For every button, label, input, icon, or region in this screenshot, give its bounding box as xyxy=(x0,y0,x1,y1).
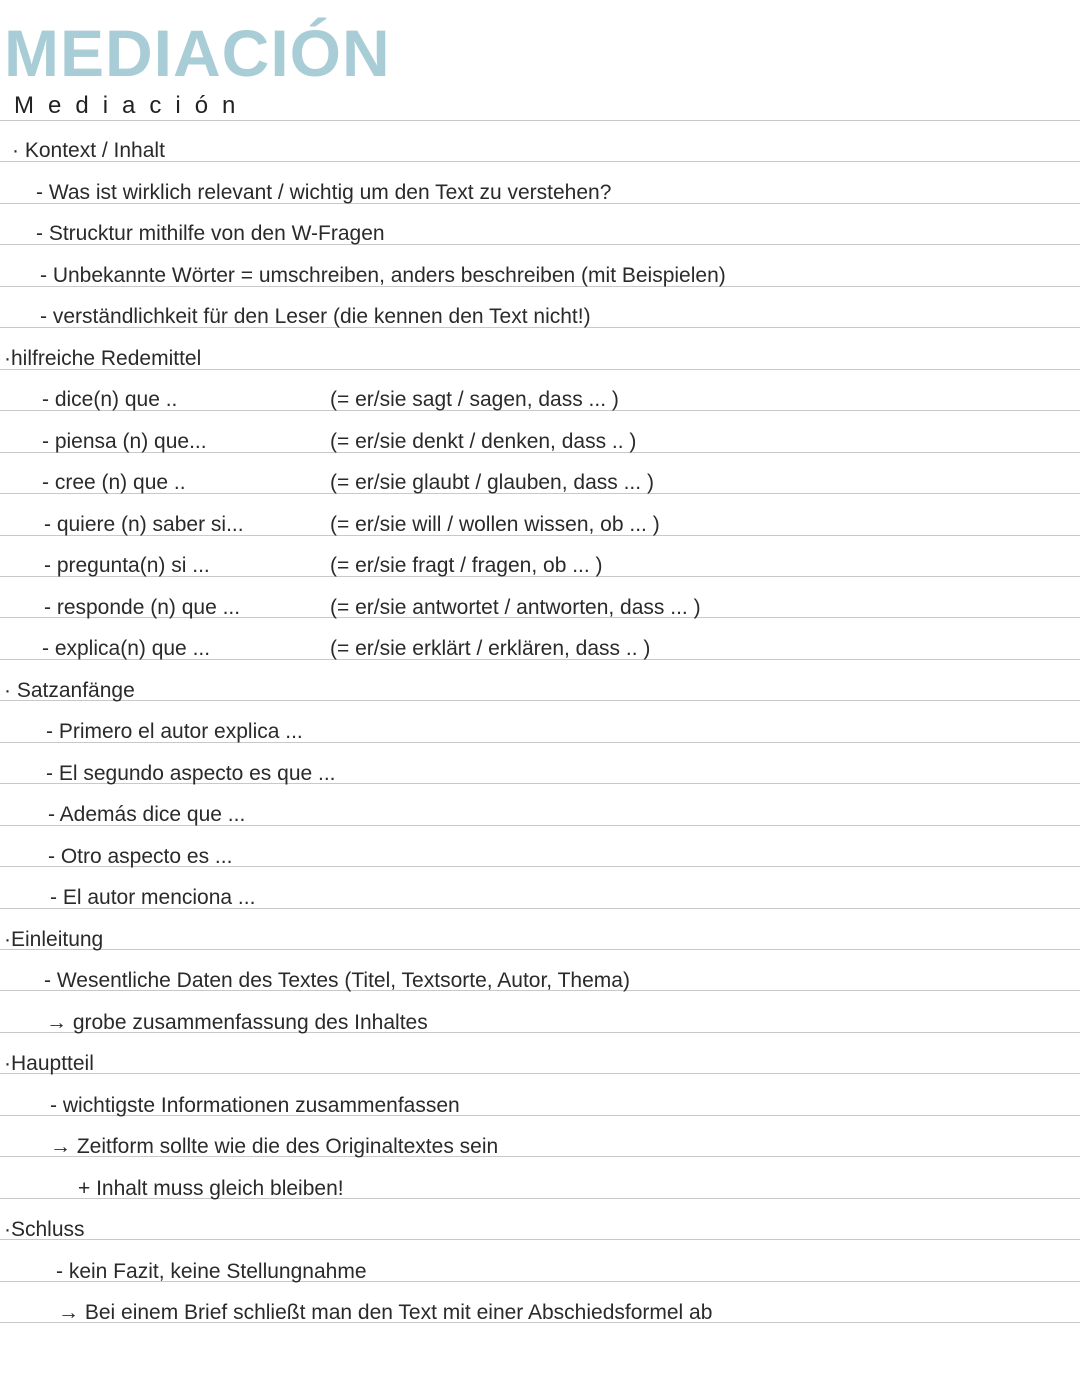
list-item: → Bei einem Brief schließt man den Text mit einer Abschiedsformel ab xyxy=(58,1301,713,1324)
list-item: + Inhalt muss gleich bleiben! xyxy=(78,1177,344,1200)
ruled-line xyxy=(0,949,1080,950)
list-item: - Unbekannte Wörter = umschreiben, anders beschreiben (mit Beispielen) xyxy=(40,264,726,287)
list-item: - kein Fazit, keine Stellungnahme xyxy=(56,1260,367,1283)
phrase-es: - dice(n) que .. xyxy=(42,388,178,411)
heading-schluss: ·Schluss xyxy=(4,1218,85,1241)
list-item: - Otro aspecto es ... xyxy=(48,845,233,868)
list-item: - Además dice que ... xyxy=(48,803,246,826)
phrase-de: (= er/sie denkt / denken, dass .. ) xyxy=(330,430,637,453)
list-item: - verständlichkeit für den Leser (die kennen den Text nicht!) xyxy=(40,305,591,328)
heading-satzanfaenge: · Satzanfänge xyxy=(4,679,135,702)
list-item: → Zeitform sollte wie die des Originaltextes sein xyxy=(50,1135,499,1158)
list-item: - Wesentliche Daten des Textes (Titel, Textsorte, Autor, Thema) xyxy=(44,969,630,992)
phrase-es: - explica(n) que ... xyxy=(42,637,211,660)
phrase-es: - piensa (n) que... xyxy=(42,430,207,453)
phrase-de: (= er/sie sagt / sagen, dass ... ) xyxy=(330,388,619,411)
ruled-line xyxy=(0,120,1080,121)
ruled-line xyxy=(0,1239,1080,1240)
phrase-de: (= er/sie fragt / fragen, ob ... ) xyxy=(330,554,603,577)
phrase-de: (= er/sie antwortet / antworten, dass ... ) xyxy=(330,596,701,619)
heading-hauptteil: ·Hauptteil xyxy=(4,1052,94,1075)
list-item: - Strucktur mithilfe von den W-Fragen xyxy=(36,222,385,245)
phrase-de: (= er/sie glaubt / glauben, dass ... ) xyxy=(330,471,654,494)
heading-kontext: · Kontext / Inhalt xyxy=(12,139,165,162)
phrase-de: (= er/sie erklärt / erklären, dass .. ) xyxy=(330,637,651,660)
list-item: - wichtigste Informationen zusammenfassen xyxy=(50,1094,460,1117)
list-item: → grobe zusammenfassung des Inhaltes xyxy=(46,1011,428,1034)
phrase-es: - quiere (n) saber si... xyxy=(44,513,244,536)
list-item: - Was ist wirklich relevant / wichtig um den Text zu verstehen? xyxy=(36,181,612,204)
ruled-line xyxy=(0,700,1080,701)
list-item: - Primero el autor explica ... xyxy=(46,720,303,743)
title-decorative: MEDIACIÓN xyxy=(4,16,391,90)
heading-einleitung: ·Einleitung xyxy=(4,928,104,951)
list-item: - El autor menciona ... xyxy=(50,886,256,909)
page-title: Mediación xyxy=(14,92,250,119)
phrase-es: - responde (n) que ... xyxy=(44,596,241,619)
phrase-es: - cree (n) que .. xyxy=(42,471,186,494)
phrase-es: - pregunta(n) si ... xyxy=(44,554,210,577)
ruled-line xyxy=(0,1073,1080,1074)
list-item: - El segundo aspecto es que ... xyxy=(46,762,336,785)
heading-redemittel: ·hilfreiche Redemittel xyxy=(4,347,202,370)
phrase-de: (= er/sie will / wollen wissen, ob ... ) xyxy=(330,513,660,536)
